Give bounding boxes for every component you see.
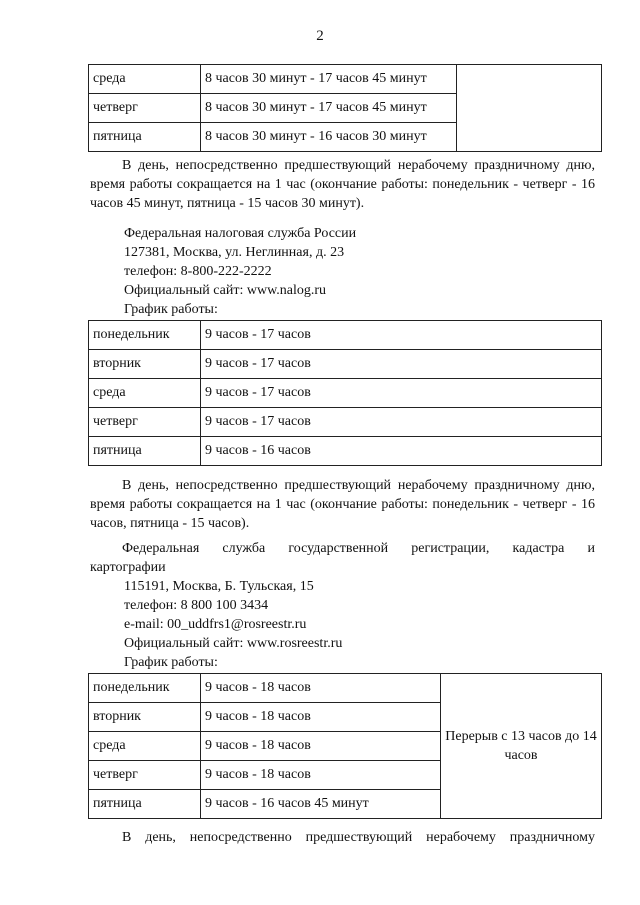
hours-cell: 9 часов - 16 часов xyxy=(201,437,602,466)
shortened-day-note-2: В день, непосредственно предшествующий нерабочему праздничному дню, время работы сокращается на 1 час (окончание работы: понедельник - четверг - 16 часов, пятница - 15 часов). xyxy=(90,478,595,531)
break-note-cell: Перерыв с 13 часов до 14 часов xyxy=(441,674,602,819)
rosreestr-name-line1: Федеральная служба государственной регистрации, кадастра и xyxy=(122,541,595,556)
hours-cell: 9 часов - 18 часов xyxy=(201,674,441,703)
hours-cell: 8 часов 30 минут - 17 часов 45 минут xyxy=(201,65,457,94)
table-row xyxy=(89,350,602,379)
hours-cell: 9 часов - 16 часов 45 минут xyxy=(201,790,441,819)
hours-cell: 9 часов - 17 часов xyxy=(201,408,602,437)
fns-address: 127381, Москва, ул. Неглинная, д. 23 xyxy=(124,245,345,260)
table-row xyxy=(89,437,602,466)
day-cell: среда xyxy=(89,379,201,408)
fns-name: Федеральная налоговая служба России xyxy=(124,226,357,241)
table-row xyxy=(89,674,602,703)
shortened-day-note-1: В день, непосредственно предшествующий нерабочему праздничному дню, время работы сокращается на 1 час (окончание работы: понедельник - четверг - 16 часов 45 минут, пятница - 15 часов 30 минут). xyxy=(90,158,595,211)
rosreestr-name-line2: картографии xyxy=(90,560,166,575)
hours-cell: 9 часов - 18 часов xyxy=(201,703,441,732)
page-number: 2 xyxy=(316,28,324,44)
day-cell: среда xyxy=(89,65,201,94)
day-cell: пятница xyxy=(89,790,201,819)
table-row xyxy=(89,65,602,94)
fns-phone: телефон: 8-800-222-2222 xyxy=(124,264,272,279)
hours-cell: 9 часов - 18 часов xyxy=(201,732,441,761)
rosreestr-address: 115191, Москва, Б. Тульская, 15 xyxy=(124,579,314,594)
table-row xyxy=(89,408,602,437)
day-cell: понедельник xyxy=(89,321,201,350)
schedule-table-2 xyxy=(88,320,602,466)
shortened-day-note-3: В день, непосредственно предшествующий нерабочему праздничному xyxy=(122,830,595,845)
rosreestr-phone: телефон: 8 800 100 3434 xyxy=(124,598,269,613)
day-cell: пятница xyxy=(89,123,201,152)
day-cell: четверг xyxy=(89,761,201,790)
day-cell: среда xyxy=(89,732,201,761)
day-cell: четверг xyxy=(89,408,201,437)
rosreestr-email: e-mail: 00_uddfrs1@rosreestr.ru xyxy=(124,617,307,632)
hours-cell: 8 часов 30 минут - 17 часов 45 минут xyxy=(201,94,457,123)
fns-site: Официальный сайт: www.nalog.ru xyxy=(124,283,327,298)
day-cell: понедельник xyxy=(89,674,201,703)
day-cell: вторник xyxy=(89,350,201,379)
hours-cell: 8 часов 30 минут - 16 часов 30 минут xyxy=(201,123,457,152)
rosreestr-site: Официальный сайт: www.rosreestr.ru xyxy=(124,636,343,651)
hours-cell: 9 часов - 17 часов xyxy=(201,321,602,350)
schedule-table-1 xyxy=(88,64,602,152)
schedule-table-3 xyxy=(88,673,602,819)
table-row xyxy=(89,321,602,350)
hours-cell: 9 часов - 17 часов xyxy=(201,350,602,379)
day-cell: вторник xyxy=(89,703,201,732)
table-row xyxy=(89,379,602,408)
fns-schedule-label: График работы: xyxy=(124,302,218,317)
hours-cell: 9 часов - 17 часов xyxy=(201,379,602,408)
rosreestr-schedule-label: График работы: xyxy=(124,655,218,670)
hours-cell: 9 часов - 18 часов xyxy=(201,761,441,790)
empty-cell xyxy=(457,65,602,152)
day-cell: четверг xyxy=(89,94,201,123)
day-cell: пятница xyxy=(89,437,201,466)
